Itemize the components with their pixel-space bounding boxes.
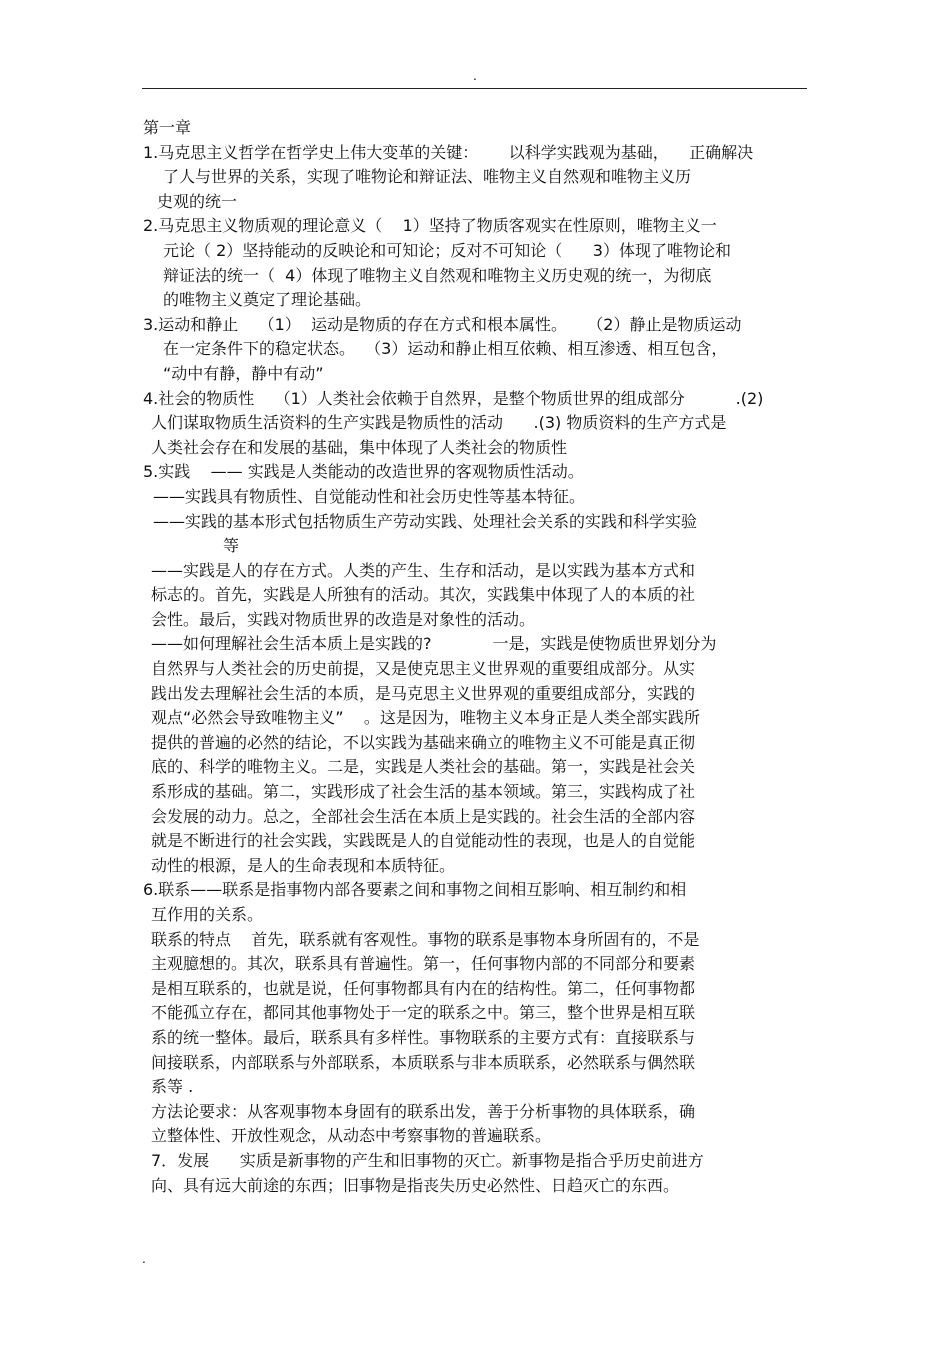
item-1-line-1: 1.马克思主义哲学在哲学史上伟大变革的关键： 以科学实践观为基础， 正确解决: [143, 142, 754, 162]
item-6-line-9: 系等 .: [151, 1077, 194, 1097]
item-3-line-2: 在一定条件下的稳定状态。 （3）运动和静止相互依赖、相互渗透、相互包含，: [163, 339, 728, 359]
item-4-line-1: 4.社会的物质性 （1）人类社会依赖于自然界，是整个物质世界的组成部分 .(2): [143, 388, 764, 408]
item-3-line-3: “动中有静，静中有动”: [163, 363, 324, 383]
header-dot: .: [473, 69, 477, 83]
footer-dot: .: [142, 1252, 146, 1266]
item-5-line-8: ——如何理解社会生活本质上是实践的? 一是，实践是使物质世界划分为: [151, 634, 717, 654]
item-7-line-1: 7．发展 实质是新事物的产生和旧事物的灭亡。新事物是指合乎历史前进方: [151, 1150, 704, 1170]
item-2-line-2: 元论（ 2）坚持能动的反映论和可知论；反对不可知论（ 3）体现了唯物论和: [163, 240, 731, 260]
item-2-line-4: 的唯物主义奠定了理论基础。: [163, 290, 372, 310]
item-5-line-3: ——实践的基本形式包括物质生产劳动实践、处理社会关系的实践和科学实验: [153, 511, 698, 531]
item-6-line-4: 主观臆想的。其次，联系具有普遍性。第一，任何事物内部的不同部分和要素: [151, 954, 696, 974]
item-6-line-6: 不能孤立存在，都同其他事物处于一定的联系之中。第三，整个世界是相互联: [151, 1003, 696, 1023]
item-6-line-11: 立整体性、开放性观念，从动态中考察事物的普遍联系。: [151, 1126, 552, 1146]
item-5-line-2: ——实践具有物质性、自觉能动性和社会历史性等基本特征。: [153, 486, 586, 506]
item-2-line-3: 辩证法的统一（ 4）体现了唯物主义自然观和唯物主义历史观的统一，为彻底: [163, 265, 712, 285]
item-1-line-2: 了人与世界的关系，实现了唯物论和辩证法、唯物主义自然观和唯物主义历: [163, 167, 692, 187]
item-5-line-15: 会发展的动力。总之，全部社会生活在本质上是实践的。社会生活的全部内容: [151, 806, 696, 826]
item-5-line-5: ——实践是人的存在方式。人类的产生、生存和活动，是以实践为基本方式和: [151, 560, 696, 580]
item-5-line-1: 5.实践 —— 实践是人类能动的改造世界的客观物质性活动。: [143, 462, 584, 482]
item-5-line-10: 践出发去理解社会生活的本质，是马克思主义世界观的重要组成部分，实践的: [151, 683, 696, 703]
item-5-line-7: 会性。最后，实践对物质世界的改造是对象性的活动。: [151, 609, 536, 629]
item-4-line-2: 人们谋取物质生活资料的生产实践是物质性的活动 .(3) 物质资料的生产方式是: [151, 413, 727, 433]
item-5-line-16: 就是不断进行的社会实践，实践既是人的自觉能动性的表现，也是人的自觉能: [151, 831, 696, 851]
item-5-line-17: 动性的根源，是人的生命表现和本质特征。: [151, 855, 456, 875]
header-rule: [142, 88, 807, 89]
item-5-line-9: 自然界与人类社会的历史前提，又是使克思主义世界观的重要组成部分。从实: [151, 659, 696, 679]
document-body: [143, 116, 815, 1198]
item-6-line-5: 是相互联系的，也就是说，任何事物都具有内在的结构性。第二，任何事物都: [151, 978, 696, 998]
item-2-line-1: 2.马克思主义物质观的理论意义（ 1）坚持了物质客观实在性原则，唯物主义一: [143, 216, 717, 236]
item-5-line-4: 等: [223, 536, 240, 556]
item-6-line-7: 系的统一整体。最后，联系具有多样性。事物联系的主要方式有：直接联系与: [151, 1027, 696, 1047]
item-6-line-10: 方法论要求：从客观事物本身固有的联系出发，善于分析事物的具体联系，确: [151, 1101, 696, 1121]
item-5-line-12: 提供的普遍的必然的结论，不以实践为基础来确立的唯物主义不可能是真正彻: [151, 732, 696, 752]
item-1-line-3: 史观的统一: [157, 191, 238, 211]
item-6-line-8: 间接联系，内部联系与外部联系，本质联系与非本质联系，必然联系与偶然联: [151, 1052, 696, 1072]
item-7-line-2: 向、具有远大前途的东西；旧事物是指丧失历史必然性、日趋灭亡的东西。: [151, 1175, 680, 1195]
item-6-line-1: 6.联系——联系是指事物内部各要素之间和事物之间相互影响、相互制约和相: [143, 880, 687, 900]
item-5-line-14: 系形成的基础。第二，实践形成了社会生活的基本领域。第三，实践构成了社: [151, 782, 696, 802]
item-5-line-6: 标志的。首先，实践是人所独有的活动。其次，实践集中体现了人的本质的社: [151, 585, 696, 605]
chapter-heading: 第一章: [143, 118, 192, 137]
item-4-line-3: 人类社会存在和发展的基础，集中体现了人类社会的物质性: [151, 437, 568, 457]
item-3-line-1: 3.运动和静止 （1） 运动是物质的存在方式和根本属性。 （2）静止是物质运动: [143, 314, 742, 334]
item-5-line-11: 观点“必然会导致唯物主义” 。这是因为，唯物主义本身正是人类全部实践所: [151, 708, 700, 728]
item-6-line-3: 联系的特点 首先，联系就有客观性。事物的联系是事物本身所固有的，不是: [151, 929, 700, 949]
item-6-line-2: 互作用的关系。: [151, 905, 264, 924]
item-5-line-13: 底的、科学的唯物主义。二是，实践是人类社会的基础。第一，实践是社会关: [151, 757, 696, 777]
